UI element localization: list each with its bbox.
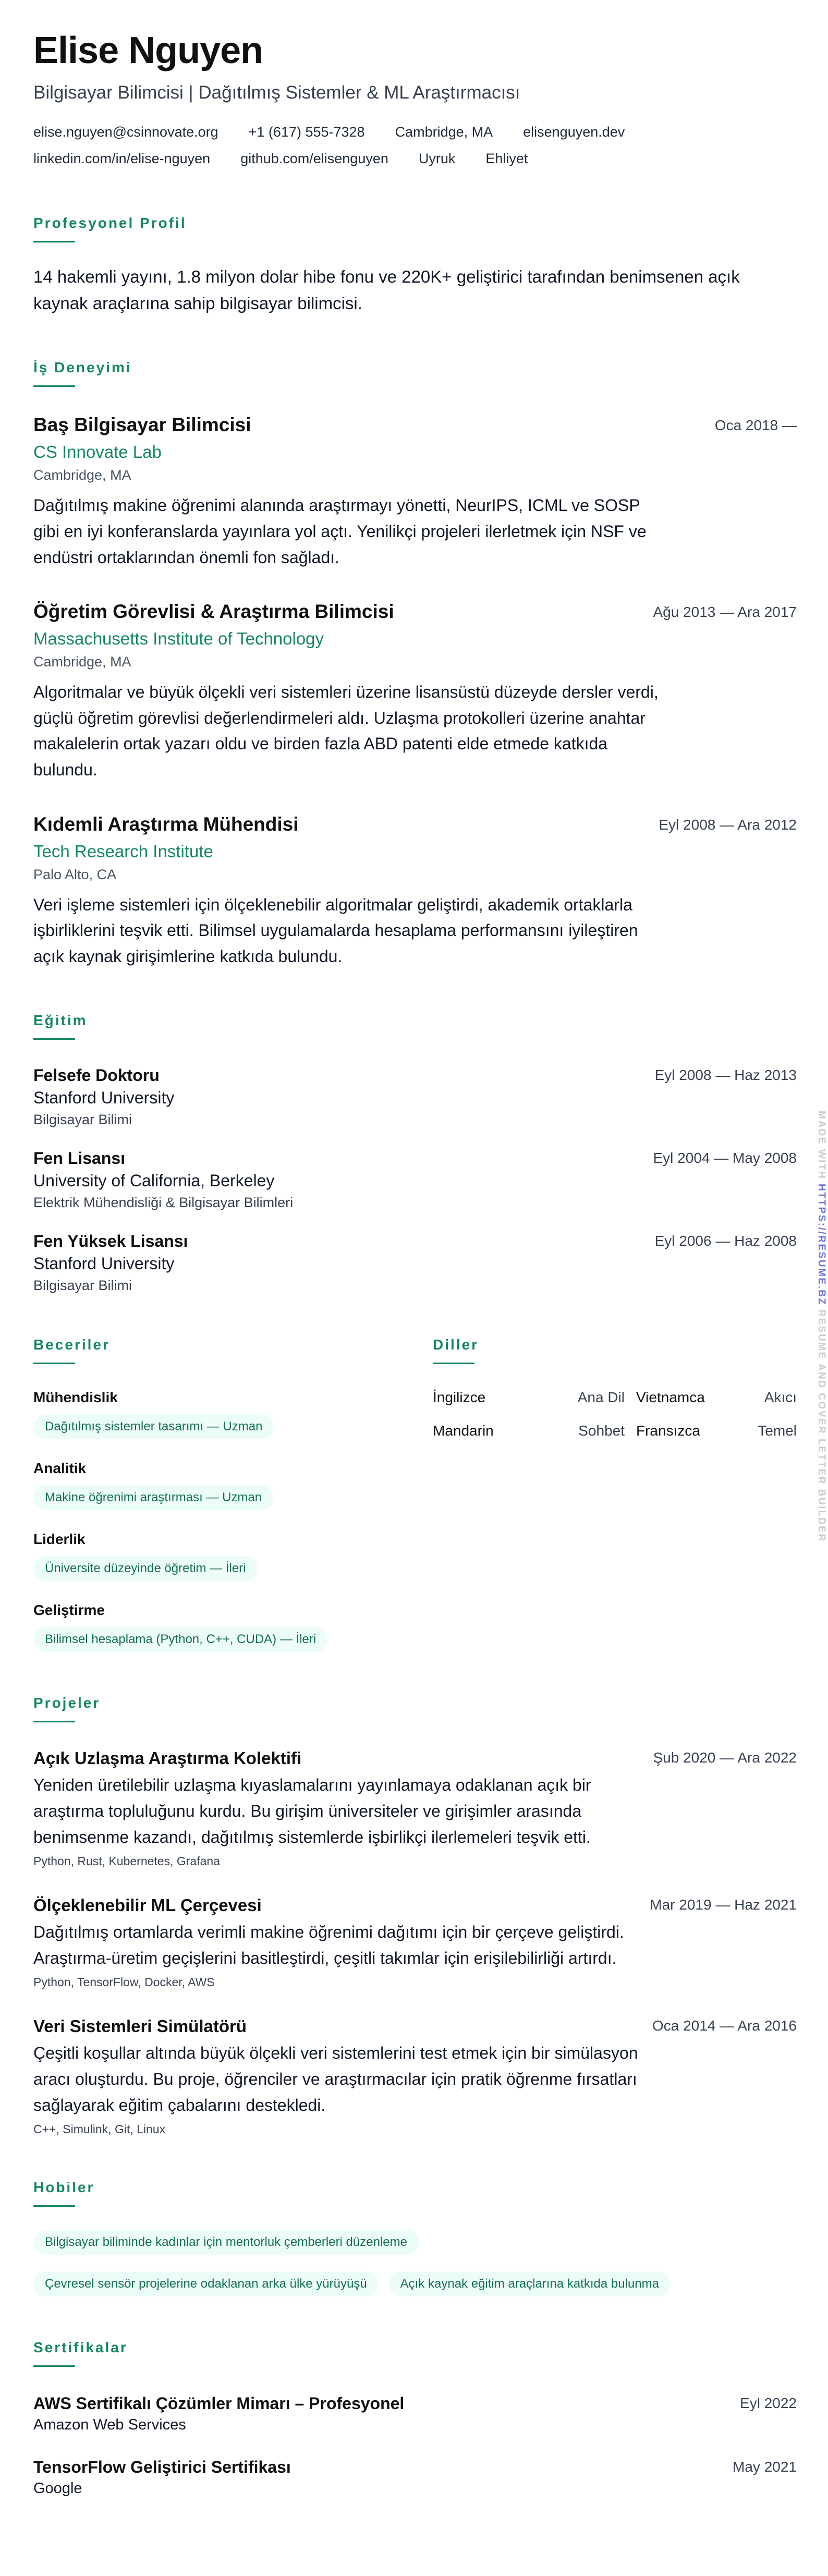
languages-section	[433, 1336, 797, 1652]
section-divider	[33, 385, 75, 387]
skill-group	[33, 1389, 433, 1439]
section-title: Diller	[433, 1336, 479, 1353]
skill-category: Geliştirme	[33, 1602, 105, 1619]
section-title: Projeler	[33, 1695, 101, 1711]
project-name: Ölçeklenebilir ML Çerçevesi	[33, 1895, 262, 1915]
candidate-name: Elise Nguyen	[33, 30, 263, 71]
job-location: Cambridge, MA	[33, 467, 131, 483]
project-name: Veri Sistemleri Simülatörü	[33, 2016, 247, 2036]
section-title: Profesyonel Profil	[33, 215, 187, 232]
job-title: Kıdemli Araştırma Mühendisi	[33, 813, 299, 835]
skill-tag: Bilimsel hesaplama (Python, C++, CUDA) — İleri	[33, 1627, 327, 1652]
profile-section	[33, 215, 797, 317]
certification-date: Eyl 2022	[740, 2395, 797, 2412]
field-of-study: Elektrik Mühendisliği & Bilgisayar Bilimleri	[33, 1195, 294, 1211]
degree: Felsefe Doktoru	[33, 1066, 160, 1085]
degree: Fen Lisansı	[33, 1149, 126, 1168]
section-title: Beceriler	[33, 1336, 110, 1353]
watermark-text	[815, 1111, 827, 1542]
experience-item	[33, 414, 797, 570]
project-tech: Python, TensorFlow, Docker, AWS	[33, 1975, 215, 1989]
project-dates: Şub 2020 — Ara 2022	[653, 1749, 797, 1766]
certification-issuer: Google	[33, 2480, 82, 2497]
project-item	[33, 1748, 797, 1868]
project-item	[33, 1895, 797, 1989]
contact-website[interactable]: elisenguyen.dev	[523, 124, 625, 140]
skill-tag: Üniversite düzeyinde öğretim — İleri	[33, 1556, 258, 1581]
language-level: Temel	[758, 1423, 797, 1439]
experience-item	[33, 601, 797, 783]
projects-section	[33, 1695, 797, 2136]
projects-list	[33, 1748, 797, 2136]
section-divider	[33, 1363, 75, 1364]
builder-watermark	[814, 1111, 828, 1542]
school: Stanford University	[33, 1088, 175, 1108]
language-name: Fransızca	[636, 1423, 700, 1439]
section-divider	[33, 1038, 75, 1040]
skill-tag: Makine öğrenimi araştırması — Uzman	[33, 1485, 273, 1510]
job-dates: Oca 2018 —	[714, 417, 797, 434]
job-company: Tech Research Institute	[33, 841, 213, 861]
job-company: Massachusetts Institute of Technology	[33, 629, 324, 649]
profile-summary: 14 hakemli yayını, 1.8 milyon dolar hibe fonu ve 220K+ geliştirici tarafından benimsenen açık kaynak araçlarına sahip bilgisayar bilimcisi.	[33, 267, 740, 313]
education-dates: Eyl 2008 — Haz 2013	[654, 1067, 797, 1084]
certifications-section	[33, 2339, 797, 2497]
watermark-suffix: RESUME AND COVER LETTER BUILDER	[816, 1309, 827, 1542]
certification-issuer: Amazon Web Services	[33, 2416, 186, 2434]
job-dates: Ağu 2013 — Ara 2017	[653, 604, 797, 621]
job-dates: Eyl 2008 — Ara 2012	[659, 816, 797, 833]
contact-github[interactable]: github.com/elisenguyen	[240, 150, 388, 166]
language-level: Sohbet	[578, 1423, 625, 1439]
field-of-study: Bilgisayar Bilimi	[33, 1112, 132, 1128]
hobbies-section	[33, 2179, 797, 2296]
field-of-study: Bilgisayar Bilimi	[33, 1278, 132, 1294]
resume-page	[33, 31, 797, 2497]
project-description: Yeniden üretilebilir uzlaşma kıyaslamalarını yayınlamaya odaklanan açık bir araştırma topluluğunu kurdu. Bu girişim üniversiteler ve girişimler arasında benimsenme kazandı, dağıtılmış sistemlerde işbirlikçi ilerlemeleri teşvik etti.	[33, 1776, 591, 1846]
section-divider	[33, 2365, 75, 2367]
languages-list	[433, 1389, 797, 1439]
hobby-tag: Çevresel sensör projelerine odaklanan arka ülke yürüyüşü	[33, 2271, 379, 2296]
certification-item	[33, 2394, 797, 2434]
certification-name: TensorFlow Geliştirici Sertifikası	[33, 2458, 291, 2477]
job-description: Algoritmalar ve büyük ölçekli veri sistemleri üzerine lisansüstü düzeyde dersler verdi, güçlü öğretim görevlisi değerlendirmeleri aldı. Uzlaşma protokolleri üzerine anahtar makalelerin ortak yazarı oldu ve birden fazla ABD patenti elde etmede katkıda bulundu.	[33, 683, 659, 780]
job-location: Palo Alto, CA	[33, 866, 117, 882]
language-level: Ana Dil	[577, 1389, 625, 1406]
language-name: Vietnamca	[636, 1389, 705, 1406]
contact-list	[33, 119, 753, 173]
hobbies-list	[33, 2230, 763, 2296]
education-dates: Eyl 2006 — Haz 2008	[654, 1233, 797, 1249]
contact-phone[interactable]: +1 (617) 555-7328	[248, 124, 365, 140]
skills-section	[33, 1336, 433, 1652]
skill-category: Analitik	[33, 1460, 87, 1477]
job-location: Cambridge, MA	[33, 654, 131, 670]
section-divider	[33, 2205, 75, 2207]
certification-name: AWS Sertifikalı Çözümler Mimarı – Profesyonel	[33, 2394, 405, 2413]
experience-list	[33, 414, 797, 969]
contact-linkedin[interactable]: linkedin.com/in/elise-nguyen	[33, 150, 211, 166]
experience-section	[33, 359, 797, 969]
section-divider	[433, 1363, 474, 1364]
skill-category: Liderlik	[33, 1531, 86, 1548]
skills-list	[33, 1389, 433, 1652]
language-name: Mandarin	[433, 1423, 494, 1439]
skill-group	[33, 1460, 433, 1510]
skill-group	[33, 1531, 433, 1581]
section-divider	[33, 241, 75, 242]
candidate-headline: Bilgisayar Bilimcisi | Dağıtılmış Sistemler & ML Araştırmacısı	[33, 82, 520, 103]
job-description: Veri işleme sistemleri için ölçeklenebilir algoritmalar geliştirdi, akademik ortaklarla işbirliklerini teşvik etti. Bilimsel uygulamalarda hesaplama performansını iyileştiren açık kaynak girişimlerine katkıda bulundu.	[33, 895, 638, 966]
job-title: Öğretim Görevlisi & Araştırma Bilimcisi	[33, 601, 394, 623]
project-description: Dağıtılmış ortamlarda verimli makine öğrenimi dağıtımı için bir çerçeve geliştirdi. Araştırma-üretim geçişlerini basitleştirdi, çeşitli takımlar için erişilebilirliği artırdı.	[33, 1923, 624, 1967]
project-tech: C++, Simulink, Git, Linux	[33, 2122, 166, 2136]
section-title: Sertifikalar	[33, 2339, 128, 2356]
education-item	[33, 1232, 797, 1294]
header	[33, 31, 797, 172]
watermark-link[interactable]: HTTPS://RESUME.BZ	[816, 1184, 827, 1306]
certifications-list	[33, 2394, 797, 2497]
skills-languages-row	[33, 1336, 797, 1652]
education-dates: Eyl 2004 — May 2008	[653, 1150, 797, 1167]
language-level: Akıcı	[764, 1389, 797, 1406]
experience-item	[33, 813, 797, 970]
section-title: Hobiler	[33, 2179, 95, 2196]
project-dates: Oca 2014 — Ara 2016	[652, 2018, 797, 2034]
job-company: CS Innovate Lab	[33, 442, 162, 462]
project-description: Çeşitli koşullar altında büyük ölçekli veri sistemlerini test etmek için bir simülasyon aracı oluşturdu. Bu proje, öğrenciler ve araştırmacılar için pratik öğrenme fırsatları sağlayarak eğitim çabalarını destekledi.	[33, 2044, 638, 2115]
skill-group	[33, 1602, 433, 1652]
project-name: Açık Uzlaşma Araştırma Kolektifi	[33, 1748, 302, 1768]
contact-nationality: Uyruk	[418, 150, 456, 166]
degree: Fen Yüksek Lisansı	[33, 1232, 188, 1251]
education-section	[33, 1012, 797, 1294]
contact-license: Ehliyet	[485, 150, 528, 166]
watermark-prefix: MADE WITH	[816, 1111, 827, 1180]
project-item	[33, 2016, 797, 2136]
language-name: İngilizce	[433, 1389, 486, 1406]
certification-item	[33, 2458, 797, 2497]
job-description: Dağıtılmış makine öğrenimi alanında araştırmayı yönetti, NeurIPS, ICML ve SOSP gibi en iyi konferanslarda yayınlara yol açtı. Yenilikçi projeleri ilerletmek için NSF ve endüstri ortaklarından önemli fon sağladı.	[33, 496, 647, 567]
contact-location: Cambridge, MA	[395, 124, 493, 140]
contact-email[interactable]: elise.nguyen@csinnovate.org	[33, 124, 218, 140]
education-item	[33, 1149, 797, 1211]
certification-date: May 2021	[733, 2459, 797, 2475]
skill-tag: Dağıtılmış sistemler tasarımı — Uzman	[33, 1414, 274, 1439]
education-item	[33, 1066, 797, 1128]
project-dates: Mar 2019 — Haz 2021	[650, 1897, 797, 1913]
education-list	[33, 1066, 797, 1294]
section-title: İş Deneyimi	[33, 359, 132, 376]
hobby-tag: Açık kaynak eğitim araçlarına katkıda bulunma	[389, 2271, 671, 2296]
skill-category: Mühendislik	[33, 1389, 118, 1406]
hobby-tag: Bilgisayar biliminde kadınlar için mentorluk çemberleri düzenleme	[33, 2230, 419, 2255]
section-divider	[33, 1721, 75, 1722]
school: Stanford University	[33, 1254, 175, 1273]
job-title: Baş Bilgisayar Bilimcisi	[33, 414, 251, 436]
school: University of California, Berkeley	[33, 1171, 275, 1190]
section-title: Eğitim	[33, 1012, 88, 1029]
project-tech: Python, Rust, Kubernetes, Grafana	[33, 1854, 220, 1868]
